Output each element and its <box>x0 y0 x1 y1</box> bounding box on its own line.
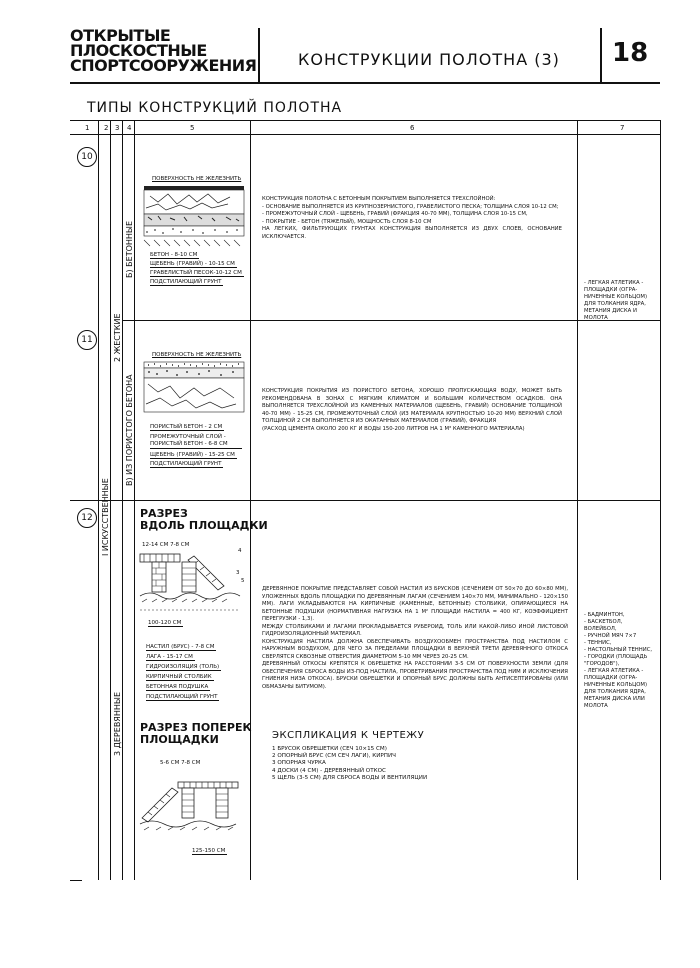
description-paragraph: - ПРОМЕЖУТОЧНЫЙ СЛОЙ - ЩЕБЕНЬ, ГРАВИЙ (ФРАКЦИЯ 40-70 ММ), ТОЛЩИНА СЛОЯ 10-15 СМ, <box>262 211 528 217</box>
callout-number: 3 <box>236 570 240 576</box>
category-label: 2 ЖЕСТКИЕ <box>113 313 122 362</box>
note-line: ВОЛЕЙБОЛ, <box>584 626 617 632</box>
layer-label: ПРОМЕЖУТОЧНЫЙ СЛОЙ - ПОРИСТЫЙ БЕТОН - 6-8 СМ <box>150 434 242 449</box>
table-top-border <box>70 120 660 121</box>
notes-bottom <box>584 612 658 710</box>
column-number: 1 <box>85 124 90 132</box>
org-title-line: СПОРТСООРУЖЕНИЯ <box>70 56 257 75</box>
dimension-label: 125-150 СМ <box>192 848 226 854</box>
layer-label: ЩЕБЕНЬ (ГРАВИЙ) - 10-15 СМ <box>150 261 235 267</box>
row-number: 11 <box>77 330 97 350</box>
description-paragraph: ДЕРЕВЯННЫЙ ОТКОСЫ КРЕПЯТСЯ К ОБРЕШЕТКЕ НА РАССТОЯНИИ 3-5 СМ ОТ ПОВЕРХНОСТИ ЗЕМЛИ (ДЛЯ ОБЕСПЕЧЕНИЯ СБРОСА ВОДЫ ИЗ-ПОД НАСТИЛА, ПРОВЕТРИВАНИЯ ПРОСТРАНСТВА ПОД НИМ И ИСКЛЮЧЕНИЯ ГНИЕНИЯ НИЗА ОТКОСА). БРУСКИ ОБРЕШЕТКИ И ОПОРНЫЙ БРУС ДОЛЖНЫ БЫТЬ АНТИСЕПТИРОВАНЫ (ИЛИ ОБМАЗАНЫ БИТУМОМ). <box>262 661 568 690</box>
header-divider <box>258 28 260 82</box>
note-line: - БАСКЕТБОЛ, <box>584 619 623 625</box>
note-line: - РУЧНОЙ МЯЧ 7×7 <box>584 633 637 639</box>
callout-number: 4 <box>238 548 242 554</box>
note-line: МОЛОТА <box>584 315 608 321</box>
sheet-number: 18 <box>612 38 649 68</box>
concrete-section-drawing <box>140 184 248 250</box>
note-line: - ЛЕГКАЯ АТЛЕТИКА - <box>584 280 644 286</box>
layer-label: ПОРИСТЫЙ БЕТОН - 2 СМ <box>150 424 223 430</box>
note-line: МЕТАНИЯ ДИСКА ИЛИ <box>584 696 645 702</box>
note-line: ДЛЯ ТОЛКАНИЯ ЯДРА, <box>584 689 646 695</box>
row-end-tick <box>70 880 82 881</box>
note-line: ПЛОЩАДКИ (ОГРА- <box>584 287 638 293</box>
row-divider <box>70 500 660 501</box>
note-line: - ЛЕГКАЯ АТЛЕТИКА - <box>584 668 644 674</box>
porous-concrete-section-drawing <box>140 360 248 420</box>
dimension-label: 12-14 СМ 7-8 СМ <box>142 542 190 548</box>
note-line: - ГОРОДКИ (ПЛОЩАДЬ <box>584 654 648 660</box>
row-10-description <box>262 196 562 241</box>
column-number: 4 <box>127 124 132 132</box>
row-12-description <box>262 586 568 691</box>
description-paragraph: ДЕРЕВЯННОЕ ПОКРЫТИЕ ПРЕДСТАВЛЯЕТ СОБОЙ НАСТИЛ ИЗ БРУСКОВ (СЕЧЕНИЕМ ОТ 50×70 ДО 60×80 ММ), УЛОЖЕННЫХ ВДОЛЬ ПЛОЩАДКИ ПО ДЕРЕВЯННЫМ ЛАГАМ (СЕЧЕНИЕМ 140×70 ММ, МИНИМАЛЬНО - 120×150 ММ). ЛАГИ УКЛАДЫВАЮТСЯ НА КИРПИЧНЫЕ (КАМЕННЫЕ, БЕТОННЫЕ) СТОЛБИКИ, ОПИРАЮЩИЕСЯ НА БЕТОННЫЕ ПОДУШКИ (НОРМАТИВНАЯ НАГРУЗКА НА 1 М² ПЛОЩАДИ НАСТИЛА = 400 КГ, КОЭФФИЦИЕНТ ПЕРЕГРУЗКИ - 1,3). <box>262 586 568 622</box>
note-line: - ТЕННИС, <box>584 640 612 646</box>
layer-label: ГИДРОИЗОЛЯЦИЯ (ТОЛЬ) <box>146 664 220 670</box>
row-11-description <box>262 388 562 433</box>
description-paragraph: - ПОКРЫТИЕ - БЕТОН (ТЯЖЕЛЫЙ), МОЩНОСТЬ СЛОЯ 8-10 СМ <box>262 218 432 225</box>
callout-number: 5 <box>241 578 245 584</box>
layer-label: НАСТИЛ (БРУС) - 7-8 СМ <box>146 644 215 650</box>
explication-list <box>272 746 562 782</box>
layer-label: ПОДСТИЛАЮЩИЙ ГРУНТ <box>150 279 222 285</box>
explication-item: 2 ОПОРНЫЙ БРУС (СМ СЕЧ ЛАГИ), КИРПИЧ <box>272 753 396 760</box>
note-line: МЕТАНИЯ ДИСКА И <box>584 308 637 314</box>
note-line: ДЛЯ ТОЛКАНИЯ ЯДРА, <box>584 301 646 307</box>
column-number: 5 <box>190 124 195 132</box>
column-number: 3 <box>115 124 120 132</box>
section-title-line: РАЗРЕЗ <box>140 507 188 520</box>
dimension-label: 5-6 СМ 7-8 СМ <box>160 760 201 766</box>
page-title: КОНСТРУКЦИИ ПОЛОТНА (3) <box>298 50 560 69</box>
note-line: НИЧЕННЫЕ КОЛЬЦОМ) <box>584 294 648 300</box>
layer-label: ПОДСТИЛАЮЩИЙ ГРУНТ <box>150 461 222 467</box>
layer-label: ПОДСТИЛАЮЩИЙ ГРУНТ <box>146 694 218 700</box>
surface-label: ПОВЕРХНОСТЬ НЕ ЖЕЛЕЗНИТЬ <box>152 176 242 182</box>
section-title-line: РАЗРЕЗ ПОПЕРЕК <box>140 721 252 734</box>
surface-label: ПОВЕРХНОСТЬ НЕ ЖЕЛЕЗНИТЬ <box>152 352 242 358</box>
subtype-label: Б) БЕТОННЫЕ <box>125 220 134 278</box>
notes-top <box>584 280 658 322</box>
explication-item: 4 ДОСКИ (4 СМ) - ДЕРЕВЯННЫЙ ОТКОС <box>272 767 386 774</box>
layer-label: КИРПИЧНЫЙ СТОЛБИК <box>146 674 212 680</box>
dimension-label: 100-120 СМ <box>148 620 182 626</box>
column-number: 2 <box>104 124 109 132</box>
category-label: I ИСКУССТВЕННЫЕ <box>101 478 110 556</box>
layer-label: БЕТОН - 8-10 СМ <box>150 252 198 258</box>
description-paragraph: - ОСНОВАНИЕ ВЫПОЛНЯЕТСЯ ИЗ КРУПНОЗЕРНИСТОГО, ГРАВЕЛИСТОГО ПЕСКА; ТОЛЩИНА СЛОЯ 10-12 СМ; <box>262 203 559 210</box>
description-paragraph: (РАСХОД ЦЕМЕНТА ОКОЛО 200 КГ И ВОДЫ 150-200 ЛИТРОВ НА 1 М³ КАМЕННОГО МАТЕРИАЛА) <box>262 425 525 432</box>
note-line: ПЛОЩАДКИ (ОГРА- <box>584 675 638 681</box>
explication-title: ЭКСПЛИКАЦИЯ К ЧЕРТЕЖУ <box>272 730 425 741</box>
description-paragraph: КОНСТРУКЦИЯ ПОЛОТНА С БЕТОННЫМ ПОКРЫТИЕМ ВЫПОЛНЯЕТСЯ ТРЕХСЛОЙНОЙ: <box>262 196 496 202</box>
org-title-line: ПЛОСКОСТНЫЕ <box>70 41 207 60</box>
org-title-line: ОТКРЫТЫЕ <box>70 26 171 45</box>
note-line: - НАСТОЛЬНЫЙ ТЕННИС, <box>584 647 653 653</box>
description-paragraph: НА ЛЕГКИХ, ФИЛЬТРУЮЩИХ ГРУНТАХ КОНСТРУКЦИЯ ВЫПОЛНЯЕТСЯ ИЗ ДВУХ СЛОЕВ, ОСНОВАНИЕ ИСКЛЮЧАЕТСЯ. <box>262 226 562 240</box>
subtype-label: В) ИЗ ПОРИСТОГО БЕТОНА <box>125 374 134 486</box>
section-title-line: ПЛОЩАДКИ <box>140 733 219 746</box>
section-title-line: ВДОЛЬ ПЛОЩАДКИ <box>140 519 268 532</box>
note-line: НИЧЕННЫЕ КОЛЬЦОМ) <box>584 682 648 688</box>
description-paragraph: КОНСТРУКЦИЯ ПОКРЫТИЯ ИЗ ПОРИСТОГО БЕТОНА, ХОРОШО ПРОПУСКАЮЩАЯ ВОДУ, МОЖЕТ БЫТЬ РЕКОМЕНДОВАНА В ЗОНАХ С МЯГКИМ КЛИМАТОМ И БОЛЬШИМ КОЛИЧЕСТВОМ ОСАДКОВ. ОНА ВЫПОЛНЯЕТСЯ ТРЕХСЛОЙНОЙ ИЗ КАМЕННЫХ МАТЕРИАЛОВ (ЩЕБЕНЬ, ГРАВИЙ) ОСНОВАНИЕ ТОЛЩИНОЙ 40-70 ММ) - 15-25 СМ, ПРОМЕЖУТОЧНЫЙ СЛОЙ (ИЗ МАТЕРИАЛА КРУПНОСТЬЮ 10-20 ММ) ВЕРХНИЙ СЛОЙ ТОЛЩИНОЙ 2 СМ ВЫПОЛНЯЕТСЯ ИЗ ОКАТАННЫХ МАТЕРИАЛОВ (ГРАВИЙ), ФРАКЦИЯ <box>262 388 562 424</box>
category-label: 3 ДЕРЕВЯННЫЕ <box>113 691 122 756</box>
section-title: ТИПЫ КОНСТРУКЦИЙ ПОЛОТНА <box>87 100 343 116</box>
header-divider <box>600 28 602 82</box>
layer-label: ЛАГА - 15-17 СМ <box>146 654 193 660</box>
explication-item: 1 БРУСОК ОБРЕШЕТКИ (СЕЧ 10×15 СМ) <box>272 746 387 752</box>
explication-item: 3 ОПОРНАЯ ЧУРКА <box>272 760 326 767</box>
layer-label: ЩЕБЕНЬ (ГРАВИЙ) - 15-25 СМ <box>150 452 235 458</box>
note-line: МОЛОТА <box>584 703 608 709</box>
layer-label: ГРАВЕЛИСТЫЙ ПЕСОК-10-12 СМ <box>150 270 242 276</box>
column-line <box>660 120 661 880</box>
layer-label: БЕТОННАЯ ПОДУШКА <box>146 684 209 690</box>
note-line: "ГОРОДОВ"), <box>584 661 620 667</box>
column-number: 7 <box>620 124 625 132</box>
table-header-border <box>70 134 660 135</box>
note-line: - БАДМИНТОН, <box>584 612 625 618</box>
row-number: 10 <box>77 147 97 167</box>
section-transverse-title <box>140 722 251 746</box>
org-title <box>70 28 256 82</box>
column-number: 6 <box>410 124 415 132</box>
wooden-longitudinal-section-drawing <box>138 550 242 620</box>
description-paragraph: КОНСТРУКЦИЯ НАСТИЛА ДОЛЖНА ОБЕСПЕЧИВАТЬ ВОЗДУХООБМЕН ПРОСТРАНСТВА ПОД НАСТИЛОМ С НАРУЖНЫМ ВОЗДУХОМ, ДЛЯ ЧЕГО ЗА ПРЕДЕЛАМИ ПЛОЩАДКИ В ВЕРХНЕЙ ТРЕТИ ДЕРЕВЯННОГО ОТКОСА СВЕРЛЯТСЯ СКВОЗНЫЕ ОТВЕРСТИЯ ДИАМЕТРОМ 5-10 ММ ЧЕРЕЗ 20-25 СМ. <box>262 638 568 660</box>
section-longitudinal-title <box>140 508 268 532</box>
wooden-transverse-section-drawing <box>138 768 246 840</box>
row-number: 12 <box>77 508 97 528</box>
row-divider <box>122 320 660 321</box>
explication-item: 5 ЩЕЛЬ (3-5 СМ) ДЛЯ СБРОСА ВОДЫ И ВЕНТИЛЯЦИИ <box>272 774 428 781</box>
description-paragraph: МЕЖДУ СТОЛБИКАМИ И ЛАГАМИ ПРОКЛАДЫВАЕТСЯ РУБЕРОИД, ТОЛЬ ИЛИ КАКОЙ-ЛИБО ИНОЙ ЛИСТОВОЙ ГИДРОИЗОЛЯЦИОННЫЙ МАТЕРИАЛ. <box>262 623 568 637</box>
